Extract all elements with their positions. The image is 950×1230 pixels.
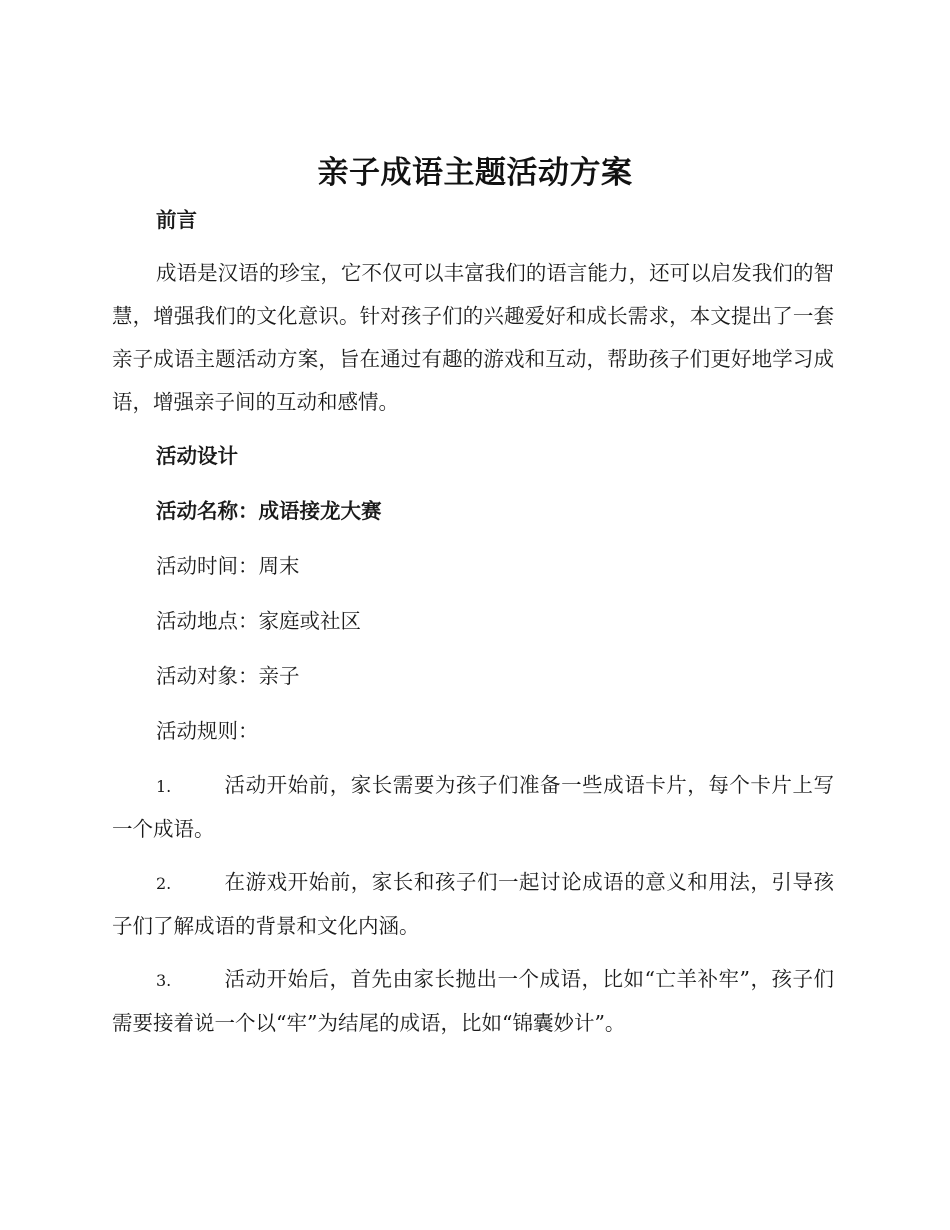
rule-item bbox=[112, 764, 834, 851]
rule-number: 3. bbox=[156, 971, 172, 990]
activity-time: 活动时间：周末 bbox=[156, 554, 300, 578]
preface-heading: 前言 bbox=[156, 208, 197, 232]
page-title: 亲子成语主题活动方案 bbox=[317, 155, 633, 191]
rules-label: 活动规则： bbox=[156, 719, 259, 743]
activity-name: 活动名称：成语接龙大赛 bbox=[156, 499, 382, 523]
rule-text: 在游戏开始前，家长和孩子们一起讨论成语的意义和用法，引导孩子们了解成语的背景和文化内涵。 bbox=[112, 870, 834, 938]
rule-text: 活动开始前，家长需要为孩子们准备一些成语卡片，每个卡片上写一个成语。 bbox=[112, 773, 834, 841]
preface-paragraph: 成语是汉语的珍宝，它不仅可以丰富我们的语言能力，还可以启发我们的智慧，增强我们的文化意识。针对孩子们的兴趣爱好和成长需求，本文提出了一套亲子成语主题活动方案，旨在通过有趣的游戏和互动，帮助孩子们更好地学习成语，增强亲子间的互动和感情。 bbox=[112, 261, 834, 414]
design-heading: 活动设计 bbox=[156, 444, 238, 468]
activity-place: 活动地点：家庭或社区 bbox=[156, 609, 361, 633]
rule-number: 1. bbox=[156, 777, 172, 796]
rule-item bbox=[112, 861, 834, 948]
rule-number: 2. bbox=[156, 874, 172, 893]
rule-text: 活动开始后，首先由家长抛出一个成语，比如“亡羊补牢”，孩子们需要接着说一个以“牢”为结尾的成语，比如“锦囊妙计”。 bbox=[112, 967, 834, 1035]
rule-item bbox=[112, 958, 834, 1045]
activity-target: 活动对象：亲子 bbox=[156, 664, 300, 688]
